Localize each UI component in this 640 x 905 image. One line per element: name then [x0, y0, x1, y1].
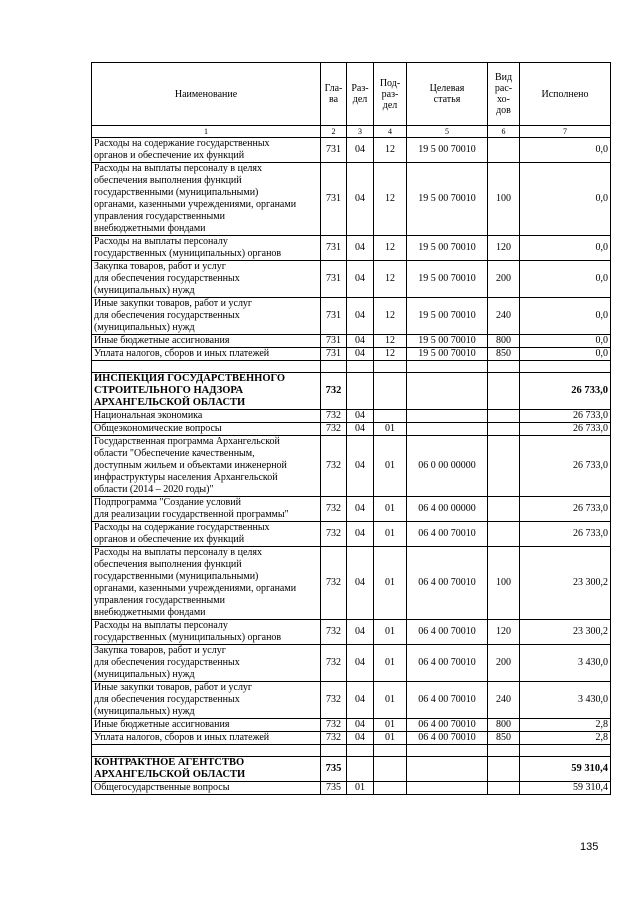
cell-executed: 26 733,0 — [520, 410, 611, 423]
cell-subsection: 12 — [374, 335, 407, 348]
cell-chapter: 732 — [321, 373, 347, 410]
cell-name: Закупка товаров, работ и услуг для обеспечения государственных (муниципальных) нужд — [92, 261, 321, 298]
cell-target-article: 06 4 00 70010 — [407, 620, 488, 645]
cell-section — [347, 757, 374, 782]
table-row — [92, 298, 611, 335]
cell-name: Уплата налогов, сборов и иных платежей — [92, 348, 321, 361]
cell-name: КОНТРАКТНОЕ АГЕНТСТВО АРХАНГЕЛЬСКОЙ ОБЛАСТИ — [92, 757, 321, 782]
cell-section: 04 — [347, 236, 374, 261]
cell-name: Национальная экономика — [92, 410, 321, 423]
cell-executed: 0,0 — [520, 261, 611, 298]
cell-expense-type: 100 — [488, 163, 520, 236]
page-number: 135 — [580, 841, 599, 853]
table-row — [92, 719, 611, 732]
cell-chapter: 732 — [321, 719, 347, 732]
cell-target-article: 06 4 00 70010 — [407, 719, 488, 732]
cell-subsection: 01 — [374, 682, 407, 719]
cell-name: Общеэкономические вопросы — [92, 423, 321, 436]
table-row — [92, 335, 611, 348]
cell-expense-type — [488, 782, 520, 795]
cell-name: Иные бюджетные ассигнования — [92, 719, 321, 732]
cell-subsection — [374, 410, 407, 423]
cell-chapter: 731 — [321, 298, 347, 335]
spacer-cell — [92, 745, 321, 757]
cell-subsection: 01 — [374, 645, 407, 682]
cell-section: 04 — [347, 620, 374, 645]
column-number: 3 — [347, 126, 374, 138]
cell-target-article: 06 0 00 00000 — [407, 436, 488, 497]
cell-target-article: 19 5 00 70010 — [407, 261, 488, 298]
spacer-cell — [520, 745, 611, 757]
table-row — [92, 163, 611, 236]
cell-name: Расходы на выплаты персоналу в целях обеспечения выполнения функций государственными (муниципальными) органами, казенными учреждениями, органами управления государственными внебюджетными фондами — [92, 547, 321, 620]
cell-expense-type: 120 — [488, 620, 520, 645]
cell-expense-type: 850 — [488, 732, 520, 745]
cell-section: 04 — [347, 138, 374, 163]
cell-executed: 59 310,4 — [520, 782, 611, 795]
cell-name: Расходы на выплаты персоналу государственных (муниципальных) органов — [92, 620, 321, 645]
cell-chapter: 732 — [321, 547, 347, 620]
spacer-cell — [92, 361, 321, 373]
cell-expense-type — [488, 410, 520, 423]
cell-subsection — [374, 757, 407, 782]
header-executed: Исполнено — [520, 63, 611, 126]
cell-name: Уплата налогов, сборов и иных платежей — [92, 732, 321, 745]
cell-section: 04 — [347, 298, 374, 335]
cell-executed: 23 300,2 — [520, 547, 611, 620]
cell-target-article: 06 4 00 70010 — [407, 547, 488, 620]
cell-subsection — [374, 373, 407, 410]
budget-table — [91, 62, 611, 795]
cell-subsection: 01 — [374, 732, 407, 745]
cell-expense-type — [488, 373, 520, 410]
cell-chapter: 732 — [321, 410, 347, 423]
cell-chapter: 732 — [321, 620, 347, 645]
cell-chapter: 731 — [321, 348, 347, 361]
cell-section: 04 — [347, 497, 374, 522]
cell-section: 04 — [347, 423, 374, 436]
cell-expense-type: 850 — [488, 348, 520, 361]
cell-subsection: 12 — [374, 348, 407, 361]
spacer-cell — [488, 745, 520, 757]
cell-target-article: 06 4 00 00000 — [407, 497, 488, 522]
cell-expense-type: 800 — [488, 719, 520, 732]
table-row — [92, 547, 611, 620]
table-row — [92, 423, 611, 436]
header-expense-type: Вид рас- хо- дов — [488, 63, 520, 126]
cell-executed: 2,8 — [520, 732, 611, 745]
cell-section: 04 — [347, 522, 374, 547]
cell-expense-type: 200 — [488, 261, 520, 298]
cell-chapter: 732 — [321, 645, 347, 682]
header-subsection: Под- раз- дел — [374, 63, 407, 126]
cell-subsection: 12 — [374, 298, 407, 335]
header-target-article: Целевая статья — [407, 63, 488, 126]
table-row — [92, 645, 611, 682]
cell-name: Расходы на выплаты персоналу государственных (муниципальных) органов — [92, 236, 321, 261]
cell-executed: 0,0 — [520, 335, 611, 348]
cell-executed: 0,0 — [520, 138, 611, 163]
cell-section: 04 — [347, 547, 374, 620]
cell-subsection: 12 — [374, 138, 407, 163]
cell-name: Расходы на содержание государственных органов и обеспечение их функций — [92, 138, 321, 163]
column-number-row — [92, 126, 611, 138]
cell-target-article: 06 4 00 70010 — [407, 645, 488, 682]
spacer-row — [92, 745, 611, 757]
cell-target-article: 06 4 00 70010 — [407, 522, 488, 547]
cell-expense-type: 240 — [488, 682, 520, 719]
cell-name: Государственная программа Архангельской области "Обеспечение качественным, доступным жильем и объектами инженерной инфраструктуры населения Архангельской области (2014 – 2020 годы)" — [92, 436, 321, 497]
cell-chapter: 732 — [321, 732, 347, 745]
cell-chapter: 735 — [321, 782, 347, 795]
cell-subsection: 01 — [374, 436, 407, 497]
cell-target-article — [407, 410, 488, 423]
spacer-cell — [488, 361, 520, 373]
cell-section: 04 — [347, 732, 374, 745]
cell-section: 04 — [347, 436, 374, 497]
table-row — [92, 410, 611, 423]
cell-section: 04 — [347, 163, 374, 236]
table-row — [92, 348, 611, 361]
cell-target-article: 19 5 00 70010 — [407, 348, 488, 361]
cell-target-article — [407, 782, 488, 795]
cell-target-article: 19 5 00 70010 — [407, 335, 488, 348]
cell-executed: 59 310,4 — [520, 757, 611, 782]
cell-expense-type: 120 — [488, 236, 520, 261]
column-number: 7 — [520, 126, 611, 138]
cell-name: Расходы на выплаты персоналу в целях обеспечения выполнения функций государственными (муниципальными) органами, казенными учреждениями, органами управления государственными внебюджетными фондами — [92, 163, 321, 236]
cell-section: 04 — [347, 682, 374, 719]
table-row — [92, 682, 611, 719]
cell-expense-type: 800 — [488, 335, 520, 348]
cell-name: Иные бюджетные ассигнования — [92, 335, 321, 348]
cell-subsection: 01 — [374, 547, 407, 620]
cell-subsection: 01 — [374, 522, 407, 547]
spacer-cell — [347, 745, 374, 757]
cell-executed: 26 733,0 — [520, 423, 611, 436]
cell-executed: 26 733,0 — [520, 373, 611, 410]
header-section: Раз- дел — [347, 63, 374, 126]
header-chapter: Гла- ва — [321, 63, 347, 126]
table-row — [92, 236, 611, 261]
table-row — [92, 497, 611, 522]
cell-executed: 23 300,2 — [520, 620, 611, 645]
cell-target-article: 19 5 00 70010 — [407, 236, 488, 261]
cell-target-article — [407, 757, 488, 782]
cell-expense-type — [488, 522, 520, 547]
cell-executed: 0,0 — [520, 236, 611, 261]
header-name: Наименование — [92, 63, 321, 126]
cell-chapter: 731 — [321, 163, 347, 236]
cell-subsection: 12 — [374, 236, 407, 261]
cell-executed: 0,0 — [520, 163, 611, 236]
cell-name: Иные закупки товаров, работ и услуг для обеспечения государственных (муниципальных) нужд — [92, 298, 321, 335]
cell-expense-type: 240 — [488, 298, 520, 335]
cell-section: 04 — [347, 335, 374, 348]
organization-row — [92, 757, 611, 782]
spacer-cell — [374, 745, 407, 757]
cell-subsection — [374, 782, 407, 795]
cell-executed: 0,0 — [520, 298, 611, 335]
cell-expense-type — [488, 423, 520, 436]
cell-chapter: 732 — [321, 423, 347, 436]
table-row — [92, 732, 611, 745]
column-number: 4 — [374, 126, 407, 138]
spacer-row — [92, 361, 611, 373]
cell-chapter: 731 — [321, 335, 347, 348]
cell-chapter: 731 — [321, 261, 347, 298]
spacer-cell — [321, 745, 347, 757]
table-row — [92, 138, 611, 163]
table-header-row — [92, 63, 611, 126]
cell-target-article — [407, 423, 488, 436]
table-body — [92, 138, 611, 795]
cell-executed: 0,0 — [520, 348, 611, 361]
cell-chapter: 735 — [321, 757, 347, 782]
cell-chapter: 732 — [321, 682, 347, 719]
table-row — [92, 522, 611, 547]
cell-chapter: 731 — [321, 138, 347, 163]
spacer-cell — [407, 361, 488, 373]
spacer-cell — [321, 361, 347, 373]
cell-expense-type: 200 — [488, 645, 520, 682]
organization-row — [92, 373, 611, 410]
cell-name: Общегосударственные вопросы — [92, 782, 321, 795]
cell-chapter: 732 — [321, 522, 347, 547]
cell-name: Подпрограмма "Создание условий для реализации государственной программы" — [92, 497, 321, 522]
cell-name: Закупка товаров, работ и услуг для обеспечения государственных (муниципальных) нужд — [92, 645, 321, 682]
cell-section: 01 — [347, 782, 374, 795]
cell-expense-type — [488, 138, 520, 163]
cell-target-article: 19 5 00 70010 — [407, 298, 488, 335]
cell-executed: 2,8 — [520, 719, 611, 732]
table-row — [92, 436, 611, 497]
column-number: 2 — [321, 126, 347, 138]
cell-subsection: 01 — [374, 620, 407, 645]
cell-subsection: 01 — [374, 719, 407, 732]
cell-section: 04 — [347, 261, 374, 298]
cell-name: ИНСПЕКЦИЯ ГОСУДАРСТВЕННОГО СТРОИТЕЛЬНОГО НАДЗОРА АРХАНГЕЛЬСКОЙ ОБЛАСТИ — [92, 373, 321, 410]
column-number: 5 — [407, 126, 488, 138]
cell-expense-type — [488, 497, 520, 522]
cell-target-article: 19 5 00 70010 — [407, 138, 488, 163]
cell-expense-type: 100 — [488, 547, 520, 620]
cell-expense-type — [488, 757, 520, 782]
spacer-cell — [374, 361, 407, 373]
cell-executed: 3 430,0 — [520, 645, 611, 682]
cell-executed: 26 733,0 — [520, 522, 611, 547]
table-row — [92, 620, 611, 645]
cell-executed: 26 733,0 — [520, 497, 611, 522]
cell-target-article: 19 5 00 70010 — [407, 163, 488, 236]
cell-name: Иные закупки товаров, работ и услуг для обеспечения государственных (муниципальных) нужд — [92, 682, 321, 719]
table-row — [92, 261, 611, 298]
column-number: 1 — [92, 126, 321, 138]
cell-subsection: 01 — [374, 423, 407, 436]
cell-executed: 3 430,0 — [520, 682, 611, 719]
cell-section: 04 — [347, 410, 374, 423]
cell-chapter: 731 — [321, 236, 347, 261]
cell-section: 04 — [347, 645, 374, 682]
spacer-cell — [520, 361, 611, 373]
cell-executed: 26 733,0 — [520, 436, 611, 497]
cell-chapter: 732 — [321, 436, 347, 497]
cell-subsection: 12 — [374, 261, 407, 298]
table-row — [92, 782, 611, 795]
cell-section: 04 — [347, 719, 374, 732]
cell-subsection: 12 — [374, 163, 407, 236]
cell-section: 04 — [347, 348, 374, 361]
spacer-cell — [347, 361, 374, 373]
column-number: 6 — [488, 126, 520, 138]
cell-expense-type — [488, 436, 520, 497]
cell-section — [347, 373, 374, 410]
cell-target-article — [407, 373, 488, 410]
cell-subsection: 01 — [374, 497, 407, 522]
cell-target-article: 06 4 00 70010 — [407, 682, 488, 719]
cell-name: Расходы на содержание государственных органов и обеспечение их функций — [92, 522, 321, 547]
cell-chapter: 732 — [321, 497, 347, 522]
spacer-cell — [407, 745, 488, 757]
cell-target-article: 06 4 00 70010 — [407, 732, 488, 745]
